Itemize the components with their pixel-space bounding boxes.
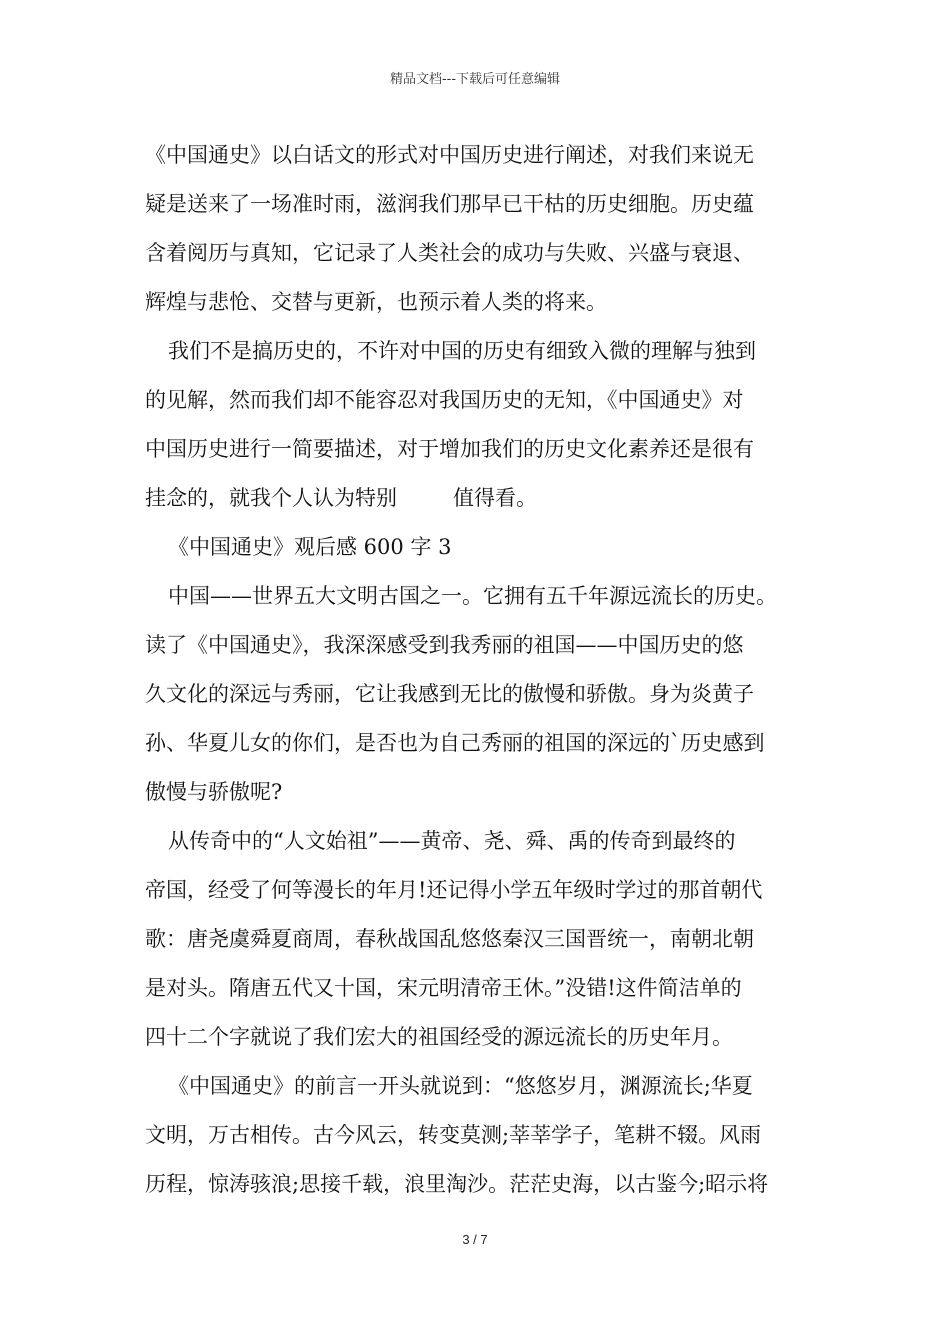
text-line: 的见解，然而我们却不能容忍对我国历史的无知，《中国通史》对 (145, 388, 744, 412)
text-line: 《中国通史》以白话文的形式对中国历史进行阐述，对我们来说无 (145, 143, 754, 167)
text-line: 孙、华夏儿女的你们，是否也为自己秀丽的祖国的深远的`历史感到 (145, 731, 765, 755)
text-line: 《中国通史》的前言一开头就说到：“悠悠岁月，渊源流长;华夏 (168, 1074, 753, 1098)
text-line: 含着阅历与真知，它记录了人类社会的成功与失败、兴盛与衰退、 (145, 241, 754, 265)
text-line: 读了《中国通史》，我深深感受到我秀丽的祖国——中国历史的悠 (145, 633, 744, 657)
text-line: 傲慢与骄傲呢? (145, 780, 283, 804)
section-title: 《中国通史》观后感 600 字 3 (168, 535, 452, 559)
text-segment: 值得看。 (453, 486, 537, 510)
text-line: 中国——世界五大文明古国之一。它拥有五千年源远流长的历史。 (168, 584, 777, 608)
page-header: 精品文档---下载后可任意编辑 (389, 72, 561, 87)
text-line: 文明，万古相传。古今风云，转变莫测;莘莘学子，笔耕不辍。风雨 (145, 1123, 762, 1147)
text-line: 从传奇中的“人文始祖”——黄帝、尧、舜、禹的传奇到最终的 (168, 829, 736, 853)
text-line: 辉煌与悲怆、交替与更新，也预示着人类的将来。 (145, 290, 607, 314)
page-number: 3 / 7 (462, 1232, 488, 1247)
text-line: 四十二个字就说了我们宏大的祖国经受的源远流长的历史年月。 (145, 1025, 733, 1049)
text-line: 歌：唐尧虞舜夏商周，春秋战国乱悠悠秦汉三国晋统一，南朝北朝 (145, 927, 754, 951)
text-line: 久文化的深远与秀丽，它让我感到无比的傲慢和骄傲。身为炎黄子 (145, 682, 754, 706)
text-line: 疑是送来了一场准时雨，滋润我们那早已干枯的历史细胞。历史蕴 (145, 192, 754, 216)
text-segment: 挂念的，就我个人认为特别 (145, 486, 397, 510)
text-line: 帝国，经受了何等漫长的年月!还记得小学五年级时学过的那首朝代 (145, 878, 763, 902)
text-line: 我们不是搞历史的，不许对中国的历史有细致入微的理解与独到 (168, 339, 756, 363)
text-line: 历程，惊涛骇浪;思接千载，浪里淘沙。茫茫史海，以古鉴今;昭示将 (145, 1172, 769, 1196)
text-line: 中国历史进行一简要描述，对于增加我们的历史文化素养还是很有 (145, 437, 754, 461)
text-line (145, 483, 537, 513)
text-line: 是对头。隋唐五代又十国，宋元明清帝王休。”没错!这件简洁单的 (145, 976, 742, 1000)
